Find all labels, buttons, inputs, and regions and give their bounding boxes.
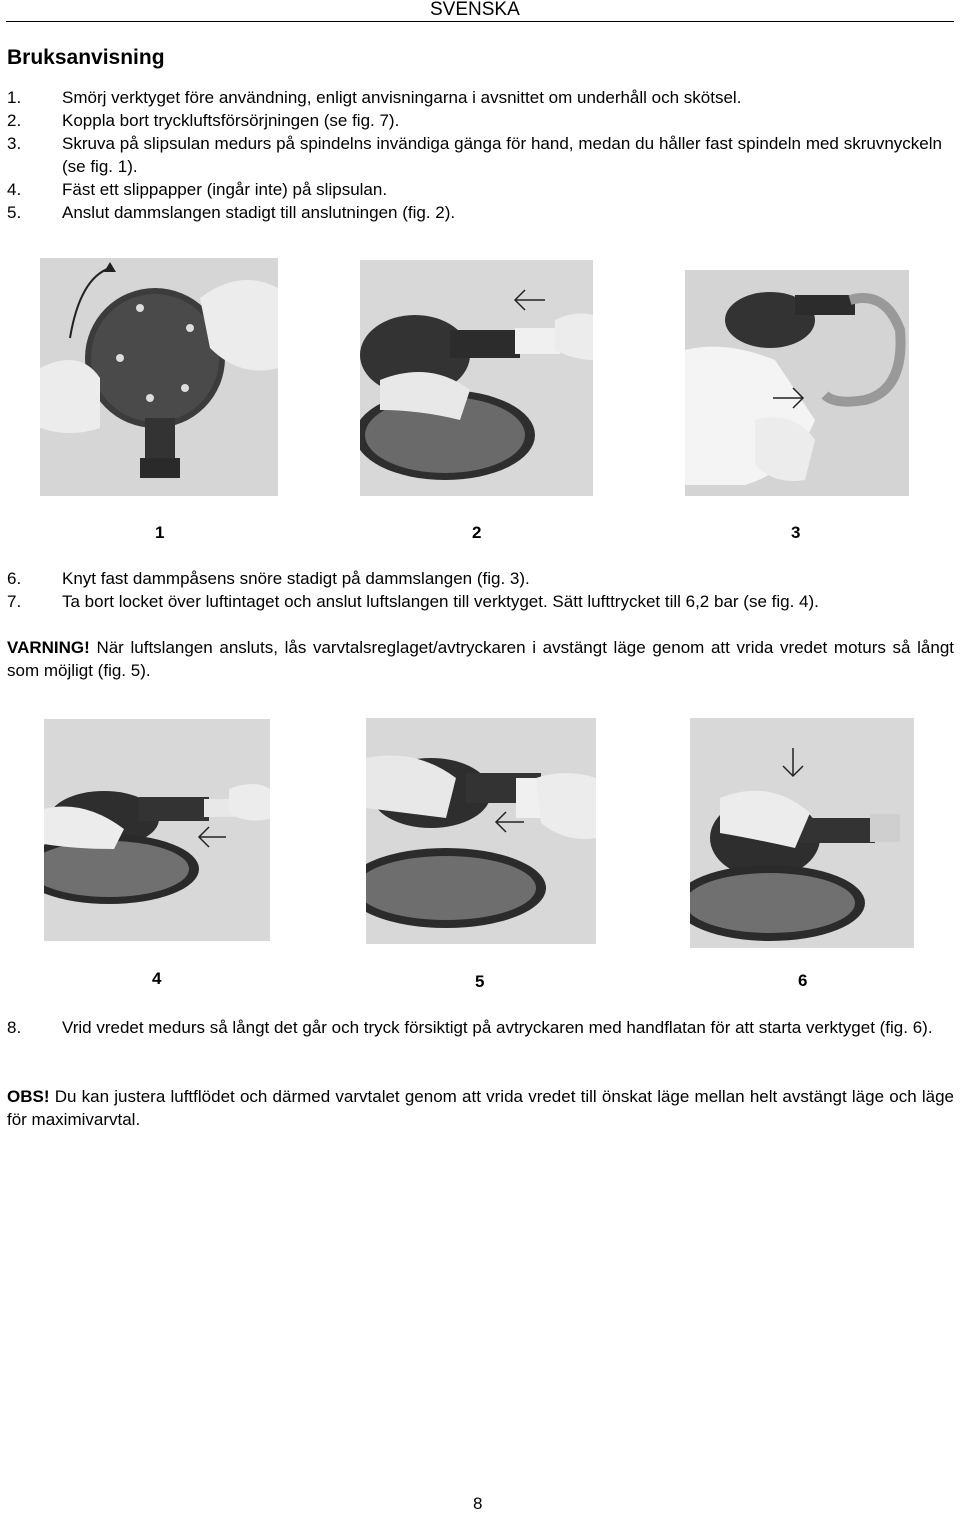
language-label: SVENSKA (430, 0, 520, 20)
figure-2-photo (360, 260, 593, 496)
step-number: 5. (7, 203, 22, 222)
figure-3-label: 3 (791, 523, 801, 542)
step-text: Knyt fast dammpåsens snöre stadigt på dammslangen (fig. 3). (62, 569, 530, 588)
warning-label: VARNING! (7, 638, 90, 657)
step-number: 6. (7, 569, 22, 588)
step-text: Ta bort locket över luftintaget och anslut luftslangen till verktyget. Sätt lufttrycket till 6,2 bar (se fig. 4). (62, 592, 819, 611)
page-title: Bruksanvisning (7, 46, 165, 69)
step-8 (7, 1016, 954, 1039)
step-text: Koppla bort tryckluftsförsörjningen (se fig. 7). (62, 111, 400, 130)
step-4 (7, 178, 954, 201)
note-paragraph (7, 1085, 954, 1131)
step-number: 2. (7, 111, 22, 130)
figure-5-photo (366, 718, 596, 944)
warning-text: När luftslangen ansluts, lås varvtalsreglaget/avtryckaren i avstängt läge genom att vrida vredet moturs så långt som möjligt (fig. 5). (7, 638, 954, 680)
step-number: 3. (7, 134, 22, 153)
figure-6-label: 6 (798, 971, 808, 990)
step-6 (7, 567, 954, 590)
figure-1-photo (40, 258, 278, 496)
step-text: Fäst ett slippapper (ingår inte) på slipsulan. (62, 180, 388, 199)
step-number: 1. (7, 88, 22, 107)
figure-4-label: 4 (152, 969, 162, 988)
figure-2-label: 2 (472, 523, 482, 542)
warning-paragraph (7, 636, 954, 682)
page-number: 8 (473, 1494, 483, 1513)
step-text: Anslut dammslangen stadigt till anslutningen (fig. 2). (62, 203, 456, 222)
figure-5-label: 5 (475, 972, 485, 991)
step-number: 7. (7, 592, 22, 611)
step-2 (7, 109, 954, 132)
figure-6-photo (690, 718, 914, 948)
step-text: Skruva på slipsulan medurs på spindelns invändiga gänga för hand, medan du håller fast spindeln med skruvnyckeln (se fig. 1). (62, 134, 942, 176)
note-label: OBS! (7, 1087, 50, 1106)
step-number: 8. (7, 1018, 22, 1037)
figure-1-label: 1 (155, 523, 165, 542)
step-1 (7, 86, 954, 109)
step-3 (7, 132, 954, 178)
step-text: Vrid vredet medurs så långt det går och tryck försiktigt på avtryckaren med handflatan för att starta verktyget (fig. 6). (62, 1018, 933, 1037)
step-number: 4. (7, 180, 22, 199)
step-5 (7, 201, 954, 224)
step-7 (7, 590, 954, 613)
note-text: Du kan justera luftflödet och därmed varvtalet genom att vrida vredet till önskat läge mellan helt avstängt läge och läge för maximivarvtal. (7, 1087, 954, 1129)
figure-4-photo (44, 719, 270, 941)
step-text: Smörj verktyget före användning, enligt anvisningarna i avsnittet om underhåll och skötsel. (62, 88, 742, 107)
header-rule (6, 21, 954, 22)
figure-3-photo (685, 270, 909, 496)
